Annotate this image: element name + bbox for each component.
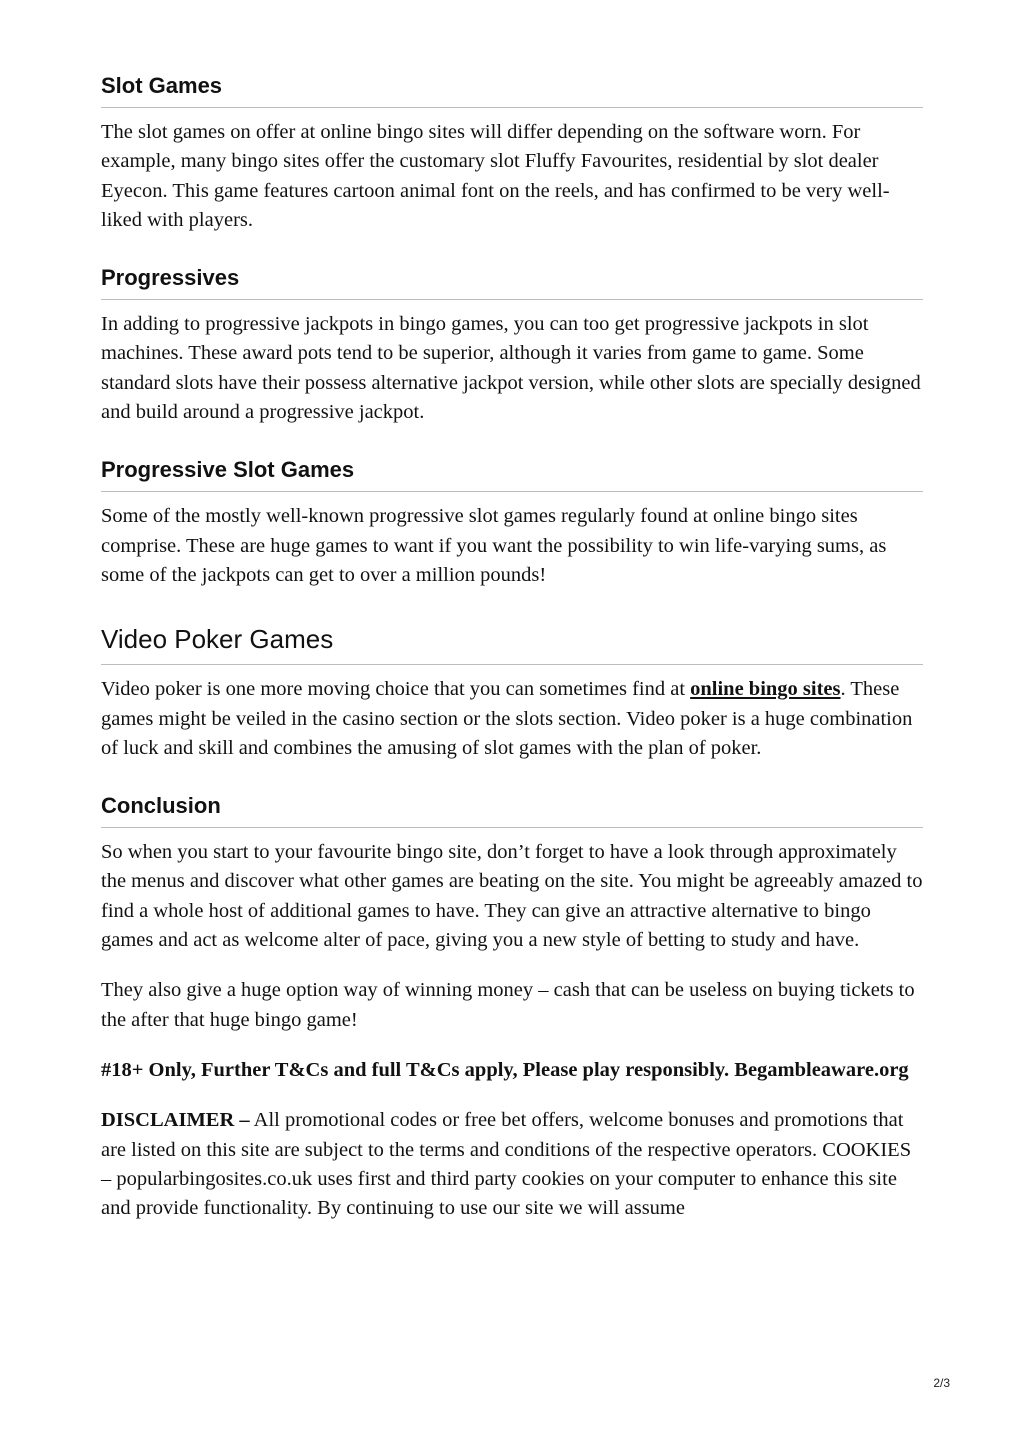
notice-text: #18+ Only, Further T&Cs and full T&Cs apply, Please play responsibly. Begambleaware.org: [101, 1058, 909, 1081]
online-bingo-sites-link[interactable]: online bingo sites: [690, 678, 841, 701]
section-paragraph: Some of the mostly well-known progressive slot games regularly found at online bingo sites comprise. These are huge games to want if you want the possibility to win life-varying sums, as some of the jackpots can get to over a million pounds!: [101, 505, 887, 586]
section-progressive-slot-games: [101, 456, 923, 590]
disclaimer-paragraph: [101, 1106, 923, 1223]
page-number: 2/3: [933, 1376, 950, 1390]
section-paragraph: They also give a huge option way of winning money – cash that can be useless on buying tickets to the after that huge bingo game!: [101, 979, 915, 1031]
section-heading: Conclusion: [101, 792, 923, 828]
disclaimer-label: DISCLAIMER –: [101, 1109, 250, 1132]
section-heading: Progressives: [101, 264, 923, 300]
section-video-poker-games: [101, 623, 923, 763]
section-conclusion: [101, 792, 923, 1035]
paragraph-text: Video poker is one more moving choice that you can sometimes find at: [101, 678, 691, 701]
section-slot-games: [101, 72, 923, 235]
section-heading-large: Video Poker Games: [101, 623, 923, 665]
section-paragraph: In adding to progressive jackpots in bingo games, you can too get progressive jackpots in slot machines. These award pots tend to be superior, although it varies from game to game. Some standard slots have their possess alternative jackpot version, while other slots are specially designed and build around a progressive jackpot.: [101, 313, 921, 424]
section-progressives: [101, 264, 923, 427]
section-heading: Progressive Slot Games: [101, 456, 923, 492]
section-heading: Slot Games: [101, 72, 923, 108]
responsible-gambling-notice: [101, 1056, 923, 1085]
document-page: [101, 72, 923, 1223]
section-paragraph: The slot games on offer at online bingo sites will differ depending on the software worn. For example, many bingo sites offer the customary slot Fluffy Favourites, residential by slot dealer Eyecon. This game features cartoon animal font on the reels, and has confirmed to be very well-liked with players.: [101, 121, 890, 231]
section-paragraph: So when you start to your favourite bingo site, don’t forget to have a look through approximately the menus and discover what other games are beating on the site. You might be agreeably amazed to find a whole host of additional games to have. They can give an attractive alternative to bingo games and act as welcome alter of pace, giving you a new style of betting to study and have.: [101, 841, 923, 952]
paragraph-text: . These games might be veiled in the casino section or the slots section. Video poker is a huge combination of luck and skill and combines the amusing of slot games with the plan of poker.: [101, 678, 913, 759]
disclaimer-text: All promotional codes or free bet offers, welcome bonuses and promotions that are listed on this site are subject to the terms and conditions of the respective operators. COOKIES – popularbingosites.co.uk uses first and third party cookies on your computer to enhance this site and provide functionality. By continuing to use our site we will assume: [101, 1109, 912, 1220]
section-paragraph: [101, 675, 923, 763]
